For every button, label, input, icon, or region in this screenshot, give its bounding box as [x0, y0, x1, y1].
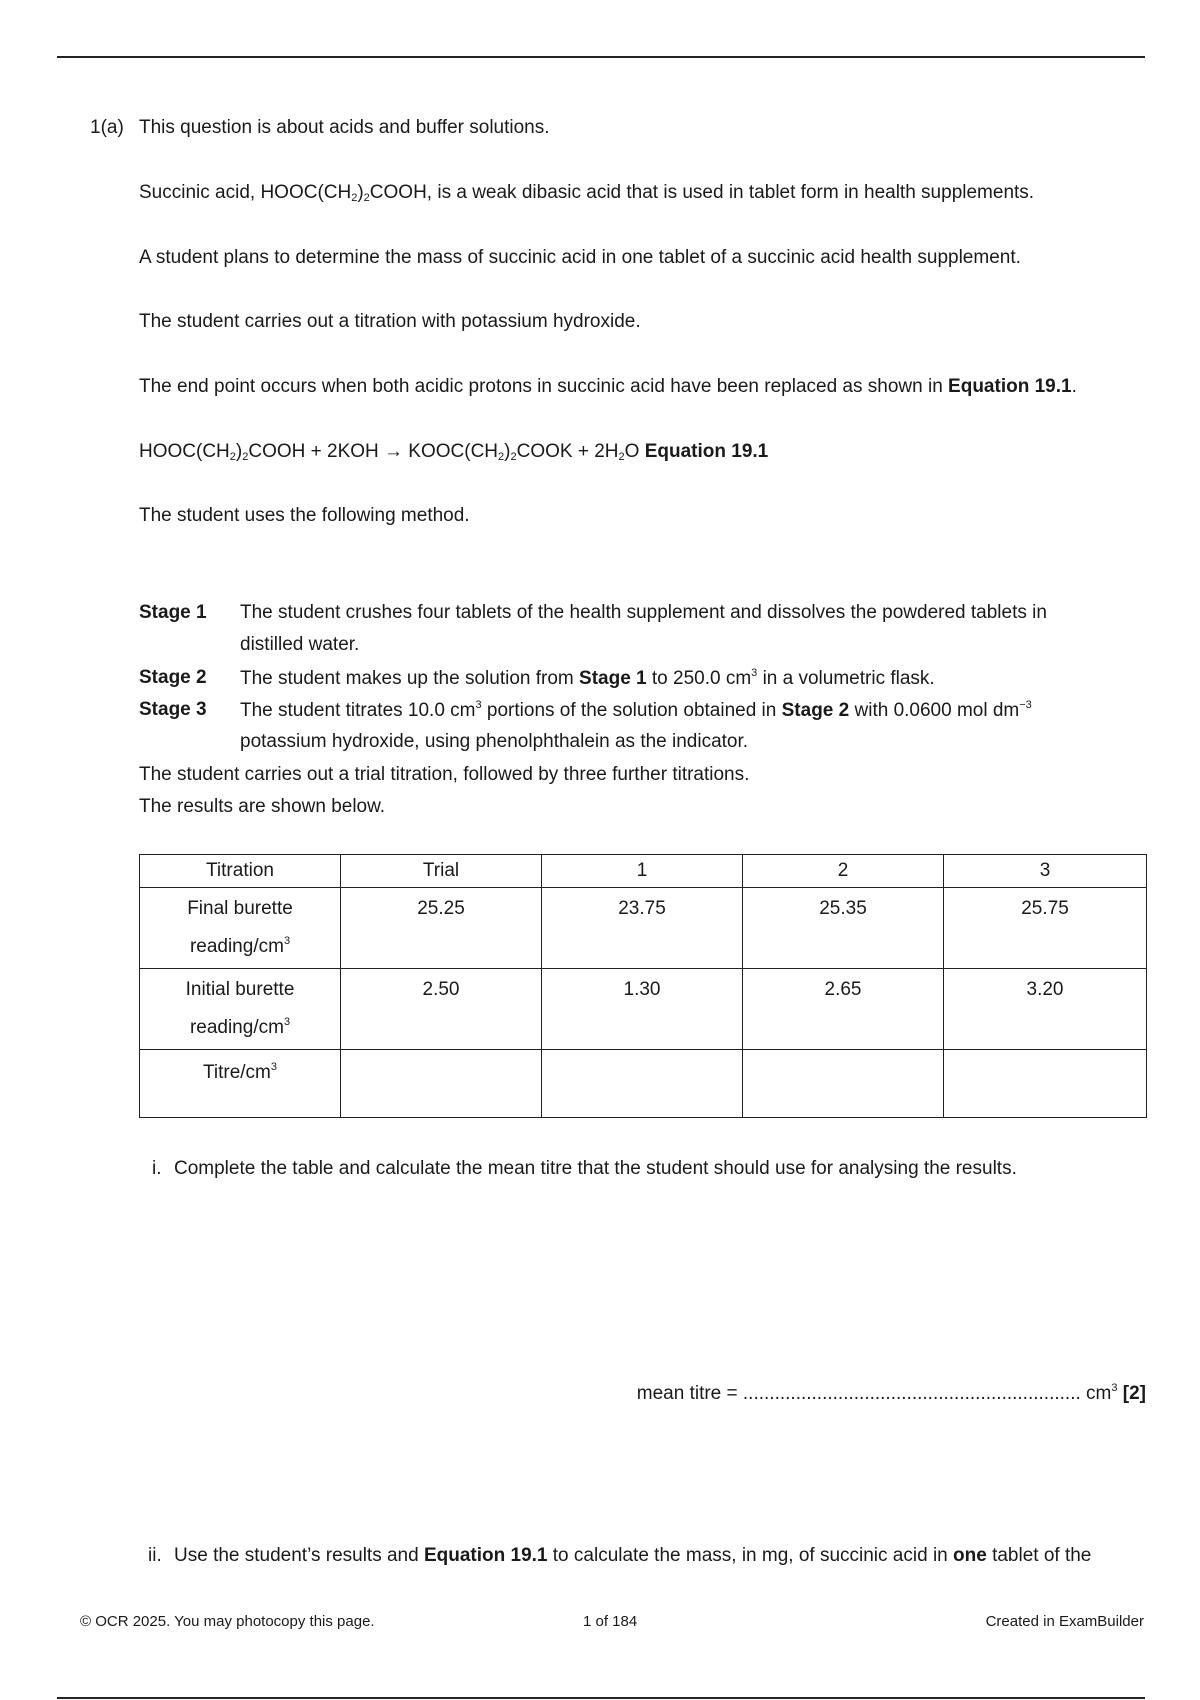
stage-1-text: The student crushes four tablets of the health supplement and dissolves the powdered tablets in: [240, 602, 1047, 623]
header-3: 3: [944, 855, 1147, 888]
bottom-rule: [57, 1697, 1145, 1699]
stage-1-text-cont: distilled water.: [240, 634, 360, 655]
stage-2-text: The student makes up the solution from Stage 1 to 250.0 $cm^3$ in a volumetric flask.: [240, 667, 935, 689]
stage-3-text-cont: potassium hydroxide, using phenolphthalein as the indicator.: [240, 731, 749, 752]
question-intro: This question is about acids and buffer solutions.: [139, 117, 550, 138]
paragraph-titration: The student carries out a titration with potassium hydroxide.: [139, 311, 641, 332]
table-cell: 3.20: [944, 969, 1147, 1050]
table-header-row: [140, 855, 1147, 888]
table-cell: 2.50: [341, 969, 542, 1050]
footer-credit: Created in ExamBuilder: [985, 1613, 1144, 1630]
paragraph-trial: The student carries out a trial titration, followed by three further titrations.: [139, 764, 750, 785]
results-table: [139, 854, 1147, 1118]
stage-3-label: Stage 3: [139, 699, 207, 720]
paragraph-succinic-acid: Succinic acid, $HOOC(CH_2)_2COOH$, is a weak dibasic acid that is used in tablet form in health supplements.: [139, 182, 1035, 204]
header-1: 1: [542, 855, 743, 888]
stage-3-text: The student titrates 10.0 $cm^3$ portions of the solution obtained in Stage 2 with 0.0600 mol $dm^{-3}$: [240, 699, 1032, 721]
part-ii-marker: ii.: [148, 1545, 162, 1566]
row-label-final: Final burette reading/$cm^3$: [140, 888, 341, 969]
header-trial: Trial: [341, 855, 542, 888]
table-cell: 25.75: [944, 888, 1147, 969]
table-cell: 25.25: [341, 888, 542, 969]
question-number: 1(a): [90, 117, 124, 138]
titre-input-cell[interactable]: [341, 1050, 542, 1118]
table-cell: 23.75: [542, 888, 743, 969]
table-row: [140, 1050, 1147, 1118]
header-2: 2: [743, 855, 944, 888]
table-cell: 25.35: [743, 888, 944, 969]
header-titration: Titration: [140, 855, 341, 888]
table-row: [140, 969, 1147, 1050]
paragraph-method: The student uses the following method.: [139, 505, 470, 526]
mean-titre-answer-line[interactable]: mean titre = ................................................................ $cm^3$ [2]: [636, 1382, 1146, 1404]
row-label-titre: Titre/$cm^3$: [140, 1050, 341, 1118]
row-label-initial: Initial burette reading/$cm^3$: [140, 969, 341, 1050]
table-cell: 2.65: [743, 969, 944, 1050]
table-cell: 1.30: [542, 969, 743, 1050]
part-ii-text: Use the student’s results and Equation 19.1 to calculate the mass, in mg, of succinic acid in one tablet of the: [174, 1545, 1092, 1566]
titre-input-cell[interactable]: [944, 1050, 1147, 1118]
table-row: [140, 888, 1147, 969]
top-rule: [57, 56, 1145, 58]
part-i-text: Complete the table and calculate the mean titre that the student should use for analysing the results.: [174, 1158, 1017, 1179]
footer-copyright: © OCR 2025. You may photocopy this page.: [80, 1613, 375, 1630]
part-i-marker: i.: [152, 1158, 162, 1179]
footer-page-number: 1 of 184: [583, 1613, 638, 1630]
paragraph-end-point: The end point occurs when both acidic protons in succinic acid have been replaced as shown in Equation 19.1.: [139, 376, 1077, 397]
paragraph-results: The results are shown below.: [139, 796, 386, 817]
stage-2-label: Stage 2: [139, 667, 207, 688]
stage-1-label: Stage 1: [139, 602, 207, 623]
titre-input-cell[interactable]: [542, 1050, 743, 1118]
titre-input-cell[interactable]: [743, 1050, 944, 1118]
equation-19-1: $HOOC(CH_2)_2COOH + 2KOH$ → $KOOC(CH_2)_2COOK + 2H_2O$ Equation 19.1: [139, 441, 769, 463]
paragraph-plan: A student plans to determine the mass of succinic acid in one tablet of a succinic acid health supplement.: [139, 247, 1021, 268]
